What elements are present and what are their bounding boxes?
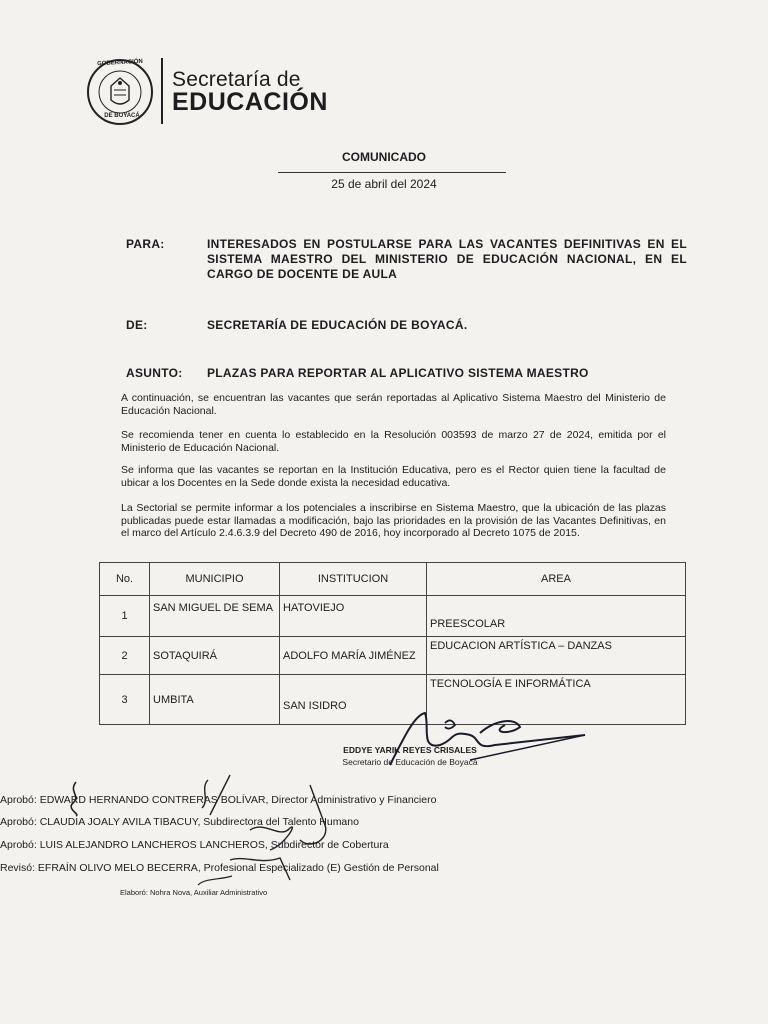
header-municipio: MUNICIPIO <box>150 563 280 596</box>
para-value: INTERESADOS EN POSTULARSE PARA LAS VACANTES DEFINITIVAS EN EL SISTEMA MAESTRO DEL MINISTERIO DE EDUCACIÓN NACIONAL, EN EL CARGO DE DOCENTE DE AULA <box>207 237 687 281</box>
para-label: PARA: <box>126 237 165 251</box>
logo-line2: EDUCACIÓN <box>172 88 328 116</box>
logo-line1: Secretaría de <box>172 68 301 91</box>
paragraph-1: A continuación, se encuentran las vacantes que serán reportadas al Aplicativo Sistema Maestro del Ministerio de Educación Nacional. <box>121 392 666 417</box>
document-title: COMUNICADO <box>342 150 426 164</box>
cell-area: TECNOLOGÍA E INFORMÁTICA <box>427 675 686 725</box>
seal-text-bottom: DE BOYACÁ <box>104 113 140 119</box>
header-no: No. <box>100 563 150 596</box>
approval-4: Revisó: EFRAÍN OLIVO MELO BECERRA, Profesional Especializado (E) Gestión de Personal <box>0 862 439 874</box>
paragraph-3: Se informa que las vacantes se reportan en la Institución Educativa, pero es el Rector quien tiene la facultad de ubicar a los Docentes en la Sede donde exista la necesidad educativa. <box>121 464 666 489</box>
table-header-row <box>100 563 686 596</box>
cell-no: 1 <box>100 596 150 637</box>
paragraph-2: Se recomienda tener en cuenta lo establecido en la Resolución 003593 de marzo 27 de 2024, emitida por el Ministerio de Educación Nacional. <box>121 429 666 454</box>
cell-institucion: HATOVIEJO <box>280 596 427 637</box>
cell-institucion: SAN ISIDRO <box>280 675 427 725</box>
header-area: AREA <box>427 563 686 596</box>
approval-3: Aprobó: LUIS ALEJANDRO LANCHEROS LANCHEROS, Subdirector de Cobertura <box>0 839 389 851</box>
cell-municipio: SOTAQUIRÁ <box>150 637 280 675</box>
document-date: 25 de abril del 2024 <box>331 177 437 191</box>
table-row <box>100 637 686 675</box>
cell-no: 2 <box>100 637 150 675</box>
cell-municipio: UMBITA <box>150 675 280 725</box>
de-label: DE: <box>126 318 148 332</box>
approval-initials-scribble <box>190 770 360 890</box>
paragraph-4: La Sectorial se permite informar a los potenciales a inscribirse en Sistema Maestro, que la ubicación de las plazas publicadas puede estar llamadas a modificación, bajo las prioridades en la provisión de las Vacantes Definitivas, en el marco del Artículo 2.4.6.3.9 del Decreto 490 de 2016, hoy incorporado al Decreto 1075 de 2015. <box>121 502 666 539</box>
signer-name: EDDYE YARIK REYES CRISALES <box>343 745 477 755</box>
seal-text-top: GOBERNACIÓN <box>97 58 143 68</box>
cell-municipio: SAN MIGUEL DE SEMA <box>150 596 280 637</box>
approval-2: Aprobó: CLAUDIA JOALY AVILA TIBACUY, Subdirectora del Talento Humano <box>0 816 359 828</box>
cell-area: PREESCOLAR <box>427 596 686 637</box>
title-rule <box>278 172 506 173</box>
table-row <box>100 596 686 637</box>
cell-area: EDUCACION ARTÍSTICA – DANZAS <box>427 637 686 675</box>
cell-no: 3 <box>100 675 150 725</box>
cell-institucion: ADOLFO MARÍA JIMÉNEZ <box>280 637 427 675</box>
header-institucion: INSTITUCION <box>280 563 427 596</box>
logo-divider <box>161 58 163 124</box>
approval-1: Aprobó: EDWARD HERNANDO CONTRERAS BOLÍVAR, Director Administrativo y Financiero <box>0 794 437 806</box>
asunto-label: ASUNTO: <box>126 366 183 380</box>
elaboro-line: Elaboró: Nohra Nova, Auxiliar Administrativo <box>120 888 268 897</box>
signer-role: Secretario de Educación de Boyacá <box>342 757 478 767</box>
asunto-value: PLAZAS PARA REPORTAR AL APLICATIVO SISTEMA MAESTRO <box>207 366 589 380</box>
vacancies-table <box>99 562 686 725</box>
de-value: SECRETARÍA DE EDUCACIÓN DE BOYACÁ. <box>207 318 468 332</box>
